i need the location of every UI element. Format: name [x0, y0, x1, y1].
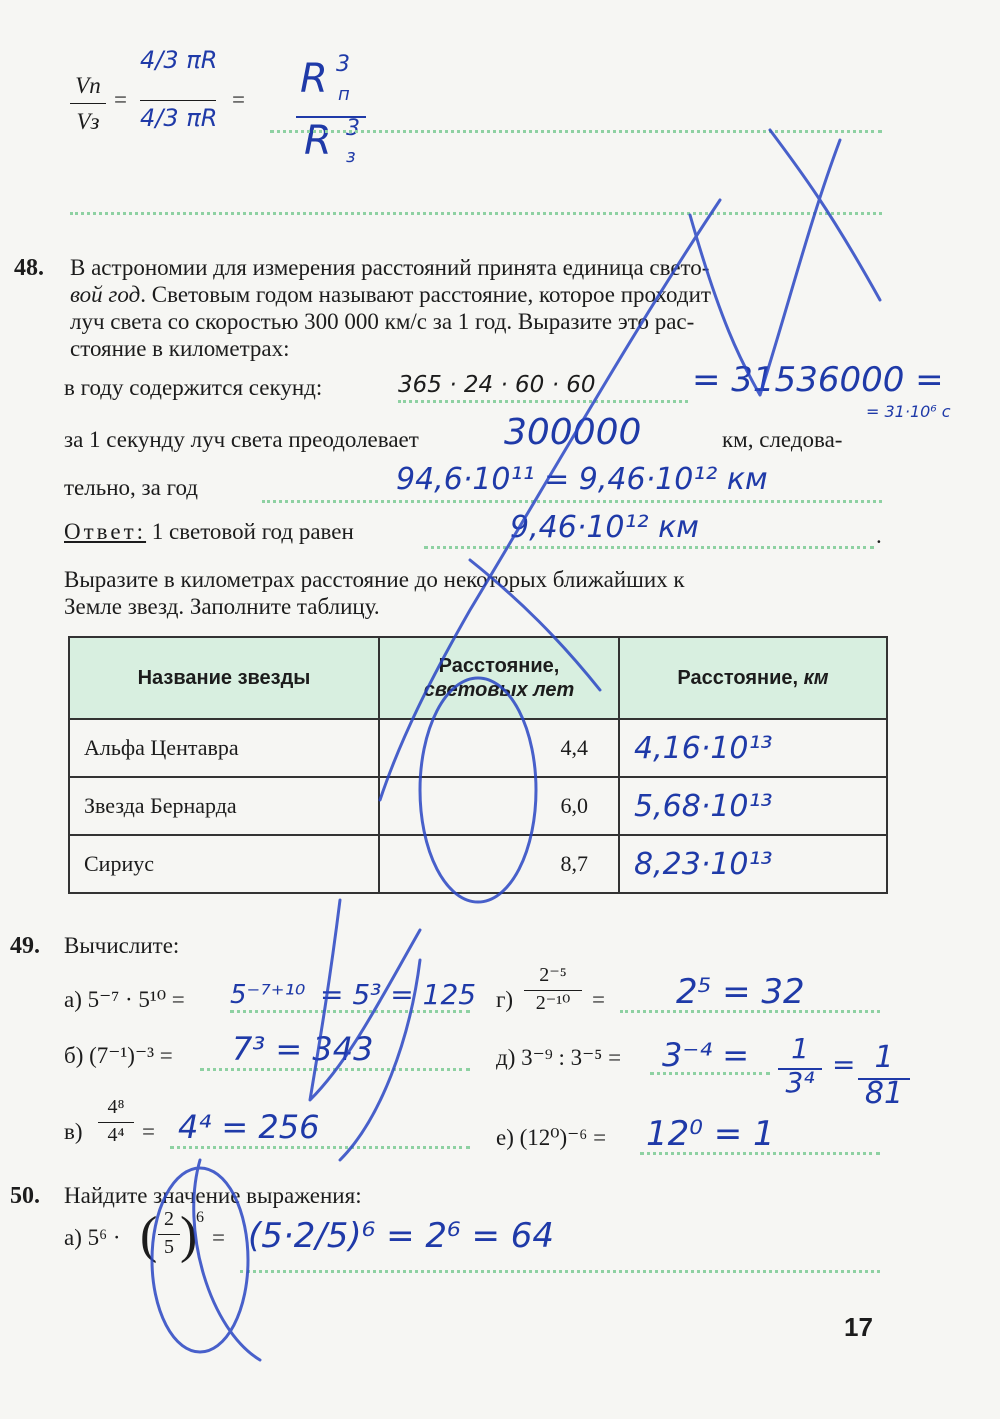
- item-d-hand-bar-1: [778, 1068, 822, 1070]
- dotted-line: [640, 1152, 880, 1155]
- volume-bar: [140, 100, 216, 101]
- table-row: [69, 777, 887, 835]
- dotted-line: [424, 546, 874, 549]
- item-v-numerator: 4⁸: [107, 1096, 125, 1118]
- task-48-line-4: стояние в километрах:: [70, 336, 290, 361]
- task-48-line-1: В астрономии для измерения расстояний принята единица свето-: [70, 255, 710, 280]
- row-star-name: Альфа Центавра: [69, 719, 379, 777]
- left-paren: (: [140, 1207, 158, 1264]
- item-d-label: д) 3⁻⁹ : 3⁻⁵ =: [496, 1045, 622, 1070]
- task-50-a-label: а) 5⁶ ·: [64, 1225, 121, 1250]
- dotted-line: [262, 500, 882, 503]
- dotted-line: [170, 1146, 470, 1149]
- row-km-hand: 8,23·10¹³: [619, 835, 887, 893]
- page-number: 17: [844, 1312, 873, 1342]
- item-e-label: е) (12⁰)⁻⁶ =: [496, 1125, 607, 1150]
- hand-answer: 9,46·10¹² км: [510, 510, 699, 545]
- table-header-row: [69, 637, 887, 719]
- dotted-line: [620, 1010, 880, 1013]
- dotted-line: [70, 212, 882, 215]
- item-d-hand: 3⁻⁴ =: [662, 1036, 750, 1074]
- dotted-line: [200, 1068, 470, 1071]
- hand-r-exp: 3: [336, 52, 350, 77]
- task-50-number: 50.: [10, 1183, 40, 1209]
- row-light-years: 4,4: [379, 719, 619, 777]
- item-a-label: а) 5⁻⁷ · 5¹⁰ =: [64, 987, 185, 1012]
- task-50-hand: (5·2/5)⁶ = 2⁶ = 64: [248, 1216, 555, 1256]
- row-star-name: Звезда Бернарда: [69, 777, 379, 835]
- seconds-expression: 365 · 24 · 60 · 60: [398, 372, 596, 398]
- hand-r-denominator: R: [304, 118, 332, 164]
- item-g-numerator: 2⁻⁵: [539, 964, 567, 986]
- header-light-years: [379, 637, 619, 719]
- item-g-fraction: [524, 962, 582, 1016]
- dotted-line: [240, 1270, 880, 1273]
- hand-volume-numerator: 4/3 πR: [140, 46, 218, 74]
- big-checkmark-stroke: [690, 140, 840, 395]
- task-48-number: 48.: [14, 255, 44, 281]
- item-b-hand: 7³ = 343: [232, 1030, 374, 1068]
- ratio-bar: [70, 103, 106, 104]
- item-v-fraction: [98, 1094, 134, 1148]
- row-km-hand: 4,16·10¹³: [619, 719, 887, 777]
- answer-text: 1 световой год равен: [146, 519, 354, 544]
- header-km-2: км: [803, 666, 829, 689]
- hand-volume-denominator: 4/3 πR: [140, 104, 218, 132]
- task-50-exponent: 6: [196, 1209, 204, 1226]
- dotted-line: [650, 1072, 770, 1075]
- header-km-1: Расстояние,: [677, 666, 804, 689]
- instruction-line-1: Выразите в километрах расстояние до некоторых ближайших к: [64, 567, 685, 592]
- item-a-printed: 5⁻⁷⁺¹⁰: [230, 980, 306, 1010]
- task-48-line-3: луч света со скоростью 300 000 км/с за 1 год. Выразите это рас-: [70, 309, 695, 334]
- item-e-hand: 12⁰ = 1: [646, 1114, 775, 1154]
- item-d-hand-frac-2-num: 1: [874, 1040, 894, 1075]
- row-star-name: Сириус: [69, 835, 379, 893]
- header-star-name: Название звезды: [69, 637, 379, 719]
- ratio-vp-vz: [70, 70, 106, 138]
- hand-seconds-result-2: = 31·10⁶ с: [866, 402, 951, 421]
- item-d-hand-frac-2-den: 81: [864, 1076, 904, 1111]
- task-50-equals: =: [212, 1225, 225, 1250]
- item-d-hand-frac-1-num: 1: [791, 1032, 809, 1065]
- hand-per-second: 300000: [504, 412, 642, 453]
- hand-seconds-result: = 31536000 =: [692, 360, 944, 400]
- header-light-years-2: световых лет: [423, 679, 575, 701]
- item-g-denominator: 2⁻¹⁰: [535, 992, 571, 1014]
- item-v-equals: =: [142, 1119, 155, 1144]
- big-checkmark-stroke-2: [770, 130, 880, 300]
- row-km-hand: 5,68·10¹³: [619, 777, 887, 835]
- term-light-year: вой год: [70, 282, 141, 307]
- hand-r-sub-den: з: [346, 146, 356, 167]
- right-paren: ): [180, 1207, 198, 1264]
- table-row: [69, 835, 887, 893]
- task-50-title: Найдите значение выражения:: [64, 1183, 362, 1208]
- item-v-denominator: 4⁴: [107, 1124, 125, 1146]
- dotted-line: [270, 130, 882, 133]
- header-light-years-1: Расстояние,: [438, 655, 560, 677]
- item-g-equals: =: [592, 987, 605, 1012]
- ratio-numerator: Vп: [75, 73, 101, 98]
- item-v-hand: 4⁴ = 256: [178, 1108, 320, 1146]
- item-v-label: в): [64, 1119, 83, 1144]
- task-48-line-2-rest: . Световым годом называют расстояние, которое проходит: [140, 282, 711, 307]
- table-row: [69, 719, 887, 777]
- ratio-denominator: Vз: [76, 109, 100, 134]
- instruction-line-2: Земле звезд. Заполните таблицу.: [64, 594, 380, 619]
- item-b-label: б) (7⁻¹)⁻³ =: [64, 1043, 173, 1068]
- item-d-hand-equals: =: [832, 1048, 856, 1081]
- item-d-hand-bar-2: [858, 1078, 910, 1080]
- item-a-hand: = 5³ = 125: [320, 978, 477, 1011]
- equals-2: =: [232, 87, 245, 112]
- stars-table: [68, 636, 888, 894]
- dotted-line: [230, 1010, 470, 1013]
- item-d-hand-frac-1-den: 3⁴: [785, 1066, 815, 1099]
- header-km: [619, 637, 887, 719]
- task-49-title: Вычислите:: [64, 933, 180, 958]
- item-g-label: г): [496, 987, 514, 1012]
- item-g-hand: 2⁵ = 32: [676, 972, 805, 1012]
- row-light-years: 8,7: [379, 835, 619, 893]
- seconds-label: в году содержится секунд:: [64, 375, 323, 400]
- hand-r-exp-2: 3: [346, 116, 360, 141]
- task-50-numerator: 2: [164, 1208, 174, 1230]
- item-d-hand-frac-2: [860, 1040, 908, 1112]
- dotted-line: [398, 400, 688, 403]
- km-label: км, следова-: [722, 427, 843, 452]
- task-49-number: 49.: [10, 933, 40, 959]
- item-v-bar: [98, 1122, 134, 1123]
- per-second-label: за 1 секунду луч света преодолевает: [64, 427, 419, 452]
- year-label: тельно, за год: [64, 475, 198, 500]
- task-50-denominator: 5: [164, 1236, 174, 1258]
- row-light-years: 6,0: [379, 777, 619, 835]
- item-d-hand-frac-1: [778, 1032, 822, 1100]
- hand-r-sub-num: п: [338, 84, 350, 105]
- item-g-bar: [524, 990, 582, 991]
- answer-label: Ответ:: [64, 519, 147, 544]
- equals-1: =: [114, 87, 127, 112]
- answer-period: .: [876, 523, 882, 548]
- hand-r-numerator: R: [300, 56, 328, 102]
- task-50-bar: [158, 1234, 180, 1235]
- hand-year-distance: 94,6·10¹¹ = 9,46·10¹² км: [396, 462, 768, 497]
- task-50-fraction: [158, 1206, 180, 1260]
- answer-line: [64, 516, 354, 548]
